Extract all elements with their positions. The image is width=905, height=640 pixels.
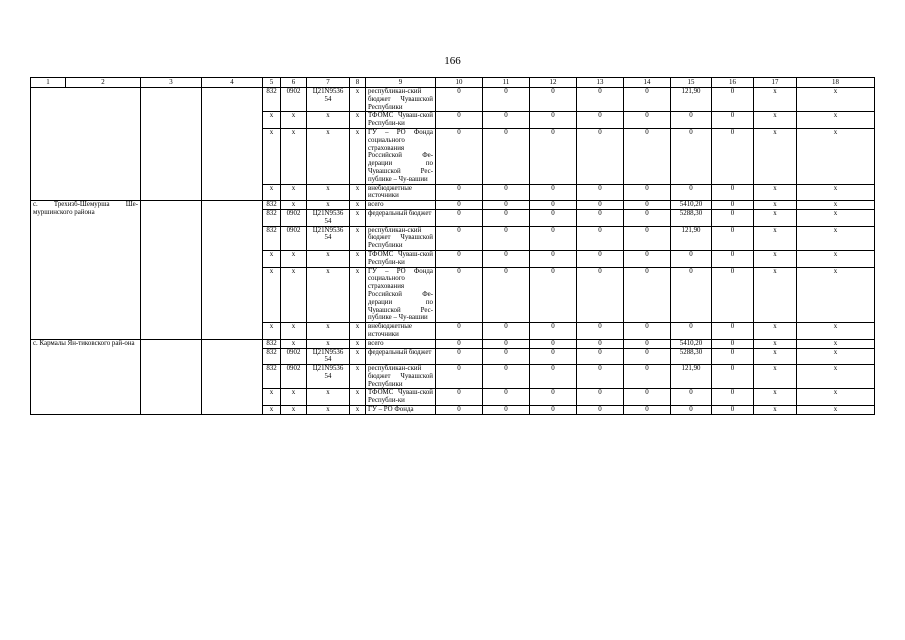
cell-col-17: х <box>754 267 797 323</box>
cell-col-11: 0 <box>483 209 530 226</box>
cell-col-18: х <box>797 389 875 406</box>
cell-col-12: 0 <box>530 201 577 210</box>
cell-col-16: 0 <box>712 348 754 365</box>
empty-cell <box>141 339 202 414</box>
cell-col-18: х <box>797 201 875 210</box>
cell-col-6: 0902 <box>281 226 307 250</box>
cell-col-7: Ц21N9536 54 <box>307 365 350 389</box>
cell-col-7: х <box>307 339 350 348</box>
cell-col-8: х <box>350 250 366 267</box>
column-number-16: 16 <box>712 78 754 88</box>
cell-col-11: 0 <box>483 339 530 348</box>
cell-col-16: 0 <box>712 112 754 129</box>
cell-col-16: 0 <box>712 201 754 210</box>
cell-col-14: 0 <box>624 128 671 184</box>
cell-col-5: х <box>263 184 281 201</box>
cell-col-15: 0 <box>671 389 712 406</box>
cell-col-14: 0 <box>624 348 671 365</box>
column-number-10: 10 <box>436 78 483 88</box>
cell-col-8: х <box>350 112 366 129</box>
cell-col-15: 121,90 <box>671 88 712 112</box>
table-row <box>31 339 875 348</box>
cell-col-9: республикан-ский бюджет Чувашской Республики <box>366 88 436 112</box>
cell-col-9: республикан-ский бюджет Чувашской Республики <box>366 226 436 250</box>
cell-col-8: х <box>350 226 366 250</box>
cell-col-16: 0 <box>712 339 754 348</box>
cell-col-15: 5288,30 <box>671 209 712 226</box>
column-number-14: 14 <box>624 78 671 88</box>
cell-col-12: 0 <box>530 209 577 226</box>
cell-col-11: 0 <box>483 389 530 406</box>
cell-col-9: ГУ – РО Фонда социального страхования Российской Фе-дерации по Чувашской Рес-публике – Чу-вашии <box>366 267 436 323</box>
cell-col-9: ТФОМС Чуваш-ской Республи-ки <box>366 389 436 406</box>
cell-col-13: 0 <box>577 250 624 267</box>
cell-col-8: х <box>350 348 366 365</box>
cell-col-11: 0 <box>483 323 530 340</box>
cell-col-17: х <box>754 128 797 184</box>
cell-col-6: х <box>281 406 307 415</box>
cell-col-17: х <box>754 250 797 267</box>
cell-col-7: х <box>307 128 350 184</box>
cell-col-13: 0 <box>577 267 624 323</box>
cell-col-12: 0 <box>530 389 577 406</box>
cell-col-11: 0 <box>483 112 530 129</box>
cell-col-18: х <box>797 339 875 348</box>
cell-col-13: 0 <box>577 201 624 210</box>
cell-col-9: федеральный бюджет <box>366 348 436 365</box>
cell-col-6: х <box>281 184 307 201</box>
cell-col-14: 0 <box>624 226 671 250</box>
cell-col-12: 0 <box>530 226 577 250</box>
cell-col-11: 0 <box>483 365 530 389</box>
cell-col-9: ГУ – РО Фонда <box>366 406 436 415</box>
cell-col-9: внебюджетные источники <box>366 184 436 201</box>
cell-col-8: х <box>350 184 366 201</box>
cell-col-15: 5410,20 <box>671 339 712 348</box>
column-number-8: 8 <box>350 78 366 88</box>
cell-col-5: х <box>263 406 281 415</box>
cell-col-13: 0 <box>577 128 624 184</box>
cell-col-18: х <box>797 88 875 112</box>
cell-col-17: х <box>754 323 797 340</box>
cell-col-18: х <box>797 365 875 389</box>
budget-table <box>30 77 875 415</box>
cell-col-16: 0 <box>712 267 754 323</box>
table-row <box>31 88 875 112</box>
cell-col-17: х <box>754 226 797 250</box>
cell-col-8: х <box>350 267 366 323</box>
cell-col-9: всего <box>366 201 436 210</box>
cell-col-17: х <box>754 112 797 129</box>
cell-col-5: х <box>263 250 281 267</box>
cell-col-11: 0 <box>483 128 530 184</box>
cell-col-16: 0 <box>712 184 754 201</box>
column-number-4: 4 <box>202 78 263 88</box>
empty-cell <box>141 201 202 340</box>
cell-col-18: х <box>797 348 875 365</box>
cell-col-15: 0 <box>671 128 712 184</box>
cell-col-5: 832 <box>263 348 281 365</box>
cell-col-13: 0 <box>577 406 624 415</box>
cell-col-12: 0 <box>530 267 577 323</box>
empty-cell <box>202 339 263 414</box>
cell-col-10: 0 <box>436 88 483 112</box>
cell-col-10: 0 <box>436 348 483 365</box>
cell-col-17: х <box>754 88 797 112</box>
cell-col-8: х <box>350 201 366 210</box>
cell-col-18: х <box>797 250 875 267</box>
cell-col-16: 0 <box>712 389 754 406</box>
cell-col-18: х <box>797 112 875 129</box>
cell-col-14: 0 <box>624 201 671 210</box>
cell-col-15: 5410,20 <box>671 201 712 210</box>
cell-col-8: х <box>350 365 366 389</box>
column-number-13: 13 <box>577 78 624 88</box>
cell-col-12: 0 <box>530 348 577 365</box>
cell-col-10: 0 <box>436 406 483 415</box>
column-number-2: 2 <box>66 78 141 88</box>
cell-col-13: 0 <box>577 226 624 250</box>
cell-col-11: 0 <box>483 267 530 323</box>
cell-col-16: 0 <box>712 88 754 112</box>
cell-col-7: х <box>307 323 350 340</box>
cell-col-14: 0 <box>624 184 671 201</box>
cell-col-9: внебюджетные источники <box>366 323 436 340</box>
cell-col-7: х <box>307 184 350 201</box>
cell-col-5: х <box>263 323 281 340</box>
cell-col-11: 0 <box>483 406 530 415</box>
page-number: 166 <box>444 55 461 67</box>
cell-col-18: х <box>797 323 875 340</box>
cell-col-5: 832 <box>263 88 281 112</box>
cell-col-6: 0902 <box>281 88 307 112</box>
cell-col-10: 0 <box>436 184 483 201</box>
column-number-5: 5 <box>263 78 281 88</box>
cell-col-15: 0 <box>671 112 712 129</box>
column-number-12: 12 <box>530 78 577 88</box>
location-cell: с. Кармалы Ян-тиковского рай-она <box>31 339 141 414</box>
cell-col-15: 0 <box>671 323 712 340</box>
column-number-row <box>31 78 875 88</box>
cell-col-13: 0 <box>577 88 624 112</box>
cell-col-11: 0 <box>483 348 530 365</box>
cell-col-10: 0 <box>436 209 483 226</box>
cell-col-18: х <box>797 406 875 415</box>
cell-col-8: х <box>350 389 366 406</box>
cell-col-13: 0 <box>577 365 624 389</box>
cell-col-15: 0 <box>671 184 712 201</box>
cell-col-5: х <box>263 267 281 323</box>
cell-col-16: 0 <box>712 226 754 250</box>
cell-col-12: 0 <box>530 184 577 201</box>
location-cell <box>31 88 141 201</box>
cell-col-5: 832 <box>263 201 281 210</box>
cell-col-17: х <box>754 339 797 348</box>
cell-col-17: х <box>754 201 797 210</box>
cell-col-13: 0 <box>577 112 624 129</box>
cell-col-12: 0 <box>530 323 577 340</box>
cell-col-7: Ц21N9536 54 <box>307 348 350 365</box>
cell-col-13: 0 <box>577 389 624 406</box>
cell-col-6: 0902 <box>281 365 307 389</box>
cell-col-12: 0 <box>530 406 577 415</box>
cell-col-10: 0 <box>436 112 483 129</box>
cell-col-7: х <box>307 201 350 210</box>
table-row <box>31 201 875 210</box>
cell-col-5: х <box>263 112 281 129</box>
cell-col-11: 0 <box>483 226 530 250</box>
cell-col-14: 0 <box>624 88 671 112</box>
cell-col-18: х <box>797 184 875 201</box>
cell-col-17: х <box>754 209 797 226</box>
cell-col-16: 0 <box>712 128 754 184</box>
cell-col-5: 832 <box>263 209 281 226</box>
cell-col-7: Ц21N9536 54 <box>307 209 350 226</box>
empty-cell <box>202 201 263 340</box>
cell-col-6: х <box>281 112 307 129</box>
empty-cell <box>141 88 202 201</box>
cell-col-16: 0 <box>712 250 754 267</box>
cell-col-10: 0 <box>436 128 483 184</box>
cell-col-11: 0 <box>483 250 530 267</box>
column-number-3: 3 <box>141 78 202 88</box>
cell-col-12: 0 <box>530 250 577 267</box>
cell-col-8: х <box>350 339 366 348</box>
cell-col-10: 0 <box>436 389 483 406</box>
cell-col-16: 0 <box>712 406 754 415</box>
cell-col-10: 0 <box>436 226 483 250</box>
column-number-1: 1 <box>31 78 66 88</box>
cell-col-8: х <box>350 323 366 340</box>
column-number-9: 9 <box>366 78 436 88</box>
location-cell: с. Трехизб-Шемурша Ше-муршинского района <box>31 201 141 340</box>
cell-col-18: х <box>797 209 875 226</box>
cell-col-11: 0 <box>483 88 530 112</box>
cell-col-16: 0 <box>712 209 754 226</box>
cell-col-6: х <box>281 339 307 348</box>
cell-col-18: х <box>797 128 875 184</box>
cell-col-16: 0 <box>712 323 754 340</box>
cell-col-8: х <box>350 128 366 184</box>
cell-col-18: х <box>797 267 875 323</box>
cell-col-12: 0 <box>530 365 577 389</box>
cell-col-9: ТФОМС Чуваш-ской Республи-ки <box>366 250 436 267</box>
column-number-11: 11 <box>483 78 530 88</box>
cell-col-13: 0 <box>577 339 624 348</box>
table-body <box>31 88 875 415</box>
cell-col-7: х <box>307 406 350 415</box>
cell-col-7: х <box>307 389 350 406</box>
cell-col-12: 0 <box>530 339 577 348</box>
cell-col-7: Ц21N9536 54 <box>307 88 350 112</box>
cell-col-15: 0 <box>671 250 712 267</box>
cell-col-10: 0 <box>436 323 483 340</box>
cell-col-12: 0 <box>530 88 577 112</box>
cell-col-16: 0 <box>712 365 754 389</box>
cell-col-5: х <box>263 128 281 184</box>
cell-col-8: х <box>350 406 366 415</box>
cell-col-5: 832 <box>263 339 281 348</box>
cell-col-15: 121,90 <box>671 365 712 389</box>
cell-col-14: 0 <box>624 209 671 226</box>
cell-col-11: 0 <box>483 184 530 201</box>
cell-col-6: х <box>281 128 307 184</box>
column-number-18: 18 <box>797 78 875 88</box>
cell-col-18: х <box>797 226 875 250</box>
cell-col-17: х <box>754 406 797 415</box>
cell-col-7: х <box>307 267 350 323</box>
cell-col-11: 0 <box>483 201 530 210</box>
cell-col-6: 0902 <box>281 348 307 365</box>
cell-col-10: 0 <box>436 201 483 210</box>
cell-col-9: всего <box>366 339 436 348</box>
cell-col-10: 0 <box>436 250 483 267</box>
cell-col-14: 0 <box>624 365 671 389</box>
cell-col-10: 0 <box>436 339 483 348</box>
cell-col-14: 0 <box>624 406 671 415</box>
column-number-7: 7 <box>307 78 350 88</box>
cell-col-13: 0 <box>577 348 624 365</box>
cell-col-13: 0 <box>577 209 624 226</box>
cell-col-8: х <box>350 209 366 226</box>
cell-col-9: ТФОМС Чуваш-ской Республи-ки <box>366 112 436 129</box>
cell-col-6: 0902 <box>281 209 307 226</box>
cell-col-15: 121,90 <box>671 226 712 250</box>
cell-col-17: х <box>754 184 797 201</box>
cell-col-14: 0 <box>624 389 671 406</box>
cell-col-6: х <box>281 389 307 406</box>
cell-col-15: 0 <box>671 267 712 323</box>
cell-col-13: 0 <box>577 184 624 201</box>
cell-col-10: 0 <box>436 267 483 323</box>
cell-col-7: х <box>307 250 350 267</box>
cell-col-17: х <box>754 389 797 406</box>
cell-col-6: х <box>281 323 307 340</box>
column-number-17: 17 <box>754 78 797 88</box>
cell-col-14: 0 <box>624 339 671 348</box>
column-number-6: 6 <box>281 78 307 88</box>
cell-col-9: республикан-ский бюджет Чувашской Республики <box>366 365 436 389</box>
cell-col-6: х <box>281 250 307 267</box>
cell-col-14: 0 <box>624 112 671 129</box>
cell-col-7: Ц21N9536 54 <box>307 226 350 250</box>
cell-col-5: 832 <box>263 226 281 250</box>
cell-col-13: 0 <box>577 323 624 340</box>
cell-col-14: 0 <box>624 267 671 323</box>
cell-col-12: 0 <box>530 112 577 129</box>
cell-col-17: х <box>754 348 797 365</box>
cell-col-14: 0 <box>624 250 671 267</box>
cell-col-15: 5288,30 <box>671 348 712 365</box>
empty-cell <box>202 88 263 201</box>
column-number-15: 15 <box>671 78 712 88</box>
cell-col-9: ГУ – РО Фонда социального страхования Российской Фе-дерации по Чувашской Рес-публике – Чу-вашии <box>366 128 436 184</box>
cell-col-15: 0 <box>671 406 712 415</box>
cell-col-14: 0 <box>624 323 671 340</box>
cell-col-17: х <box>754 365 797 389</box>
cell-col-6: х <box>281 267 307 323</box>
cell-col-12: 0 <box>530 128 577 184</box>
cell-col-5: 832 <box>263 365 281 389</box>
cell-col-9: федеральный бюджет <box>366 209 436 226</box>
cell-col-5: х <box>263 389 281 406</box>
cell-col-8: х <box>350 88 366 112</box>
cell-col-7: х <box>307 112 350 129</box>
cell-col-6: х <box>281 201 307 210</box>
cell-col-10: 0 <box>436 365 483 389</box>
